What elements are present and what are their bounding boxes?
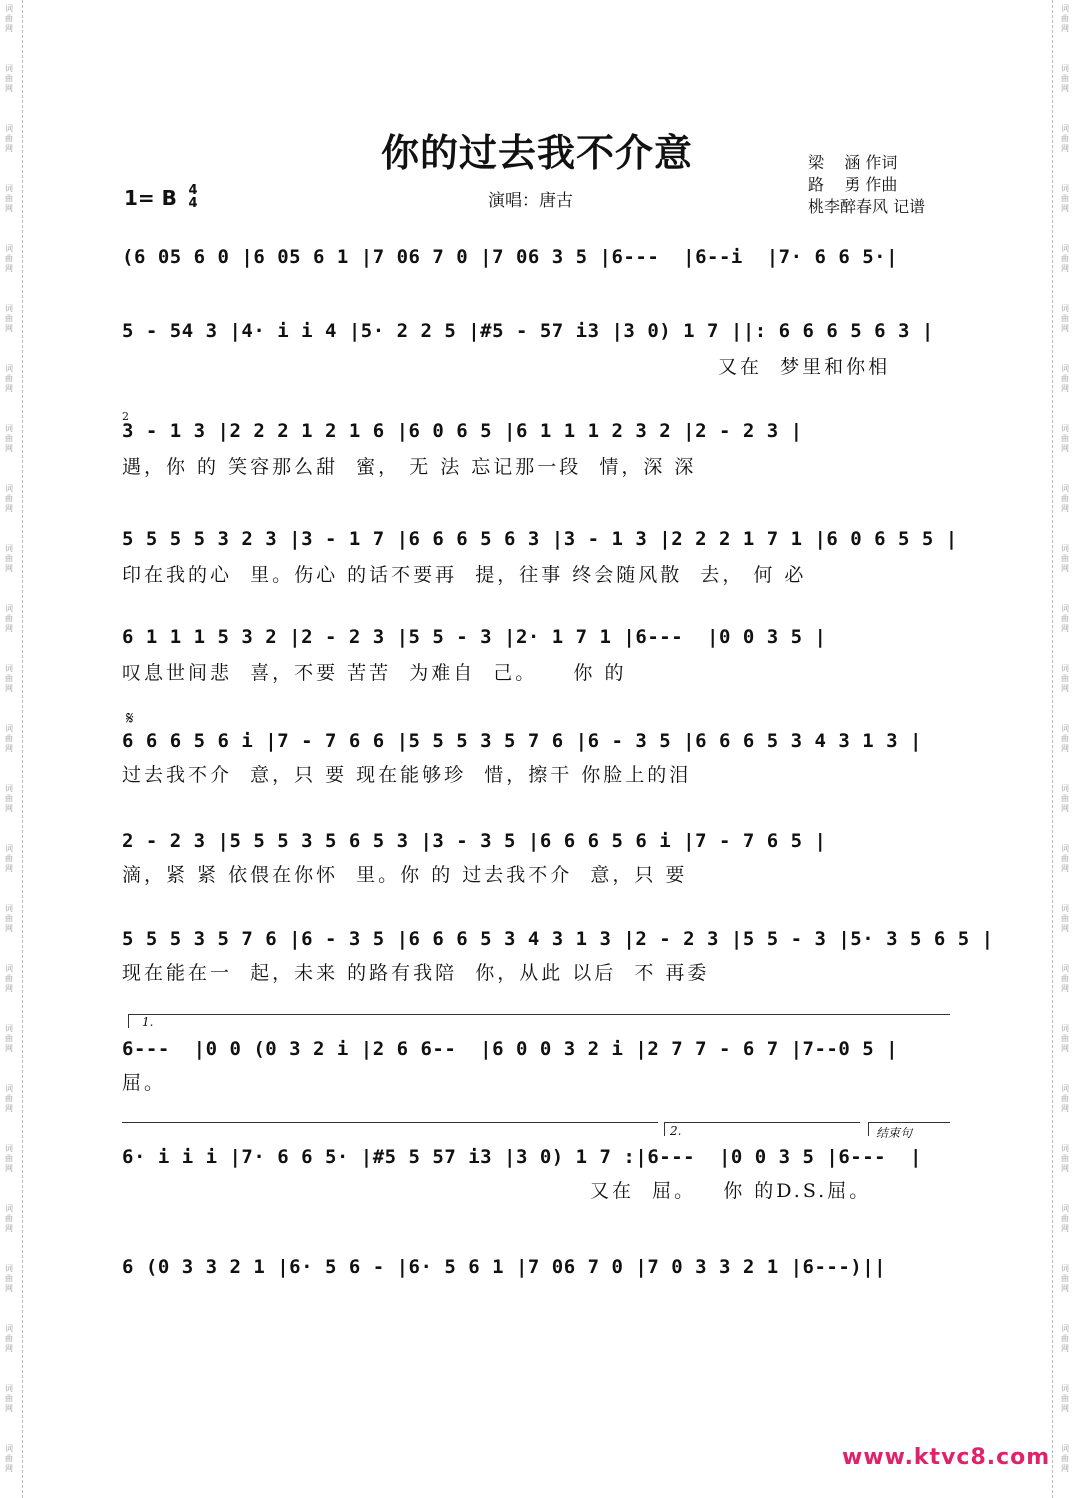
watermark-mark: 词 曲 网: [1061, 964, 1069, 993]
watermark-mark: 词 曲 网: [5, 484, 13, 513]
score-line-10: 6· i i i |7· 6 6 5· |#5 5 57 i3 |3 0) 1 7 :|6--- |0 0 3 5 |6--- |: [122, 1146, 922, 1168]
score-line-2: 5 - 54 3 |4· i i 4 |5· 2 2 5 |#5 - 57 i3 |3 0) 1 7 ||: 6 6 6 5 6 3 |: [122, 320, 934, 342]
score-line-4: 5 5 5 5 3 2 3 |3 - 1 7 |6 6 6 5 6 3 |3 - 1 3 |2 2 2 1 7 1 |6 0 6 5 5 |: [122, 528, 958, 550]
watermark-mark: 词 曲 网: [1061, 304, 1069, 333]
watermark-mark: 词 曲 网: [5, 1084, 13, 1113]
watermark-mark: 词 曲 网: [5, 904, 13, 933]
ending-bracket-edge: [868, 1122, 869, 1136]
watermark-mark: 词 曲 网: [5, 1444, 13, 1473]
watermark-mark: 词 曲 网: [1061, 1084, 1069, 1113]
lyric-line-7: 现在能在一 起，未来 的路有我陪 你，从此 以后 不 再委: [122, 962, 710, 984]
score-line-6: 6 6 6 5 6 i |7 - 7 6 6 |5 5 5 3 5 7 6 |6 - 3 5 |6 6 6 5 3 4 3 1 3 |: [122, 730, 922, 752]
lyric-line-9: 又在 屈。 你 的D.S.屈。: [590, 1180, 872, 1202]
segno-sign: 𝄋: [126, 708, 134, 729]
score-line-1: (6 05 6 0 |6 05 6 1 |7 06 7 0 |7 06 3 5 |6--- |6--i |7· 6 6 5·|: [122, 246, 899, 268]
watermark-mark: 词 曲 网: [1061, 184, 1069, 213]
score-line-3: 3 - 1 3 |2 2 2 1 2 1 6 |6 0 6 5 |6 1 1 1 2 3 2 |2 - 2 3 |: [122, 420, 803, 442]
watermark-mark: 词 曲 网: [1061, 124, 1069, 153]
right-dashed-border: [1052, 0, 1053, 1498]
watermark-mark: 词 曲 网: [5, 604, 13, 633]
watermark-mark: 词 曲 网: [1061, 424, 1069, 453]
lyric-line-8: 屈。: [122, 1072, 167, 1094]
watermark-mark: 词 曲 网: [1061, 544, 1069, 573]
watermark-mark: 词 曲 网: [5, 664, 13, 693]
lyric-line-3: 印在我的心 里。伤心 的话不要再 提，往事 终会随风散 去， 何 必: [122, 564, 807, 586]
watermark-mark: 词 曲 网: [1061, 1384, 1069, 1413]
lyric-line-6: 滴，紧 紧 依偎在你怀 里。你 的 过去我不介 意，只 要: [122, 864, 688, 886]
time-signature-top: 4: [188, 183, 198, 198]
lyric-line-2: 遇，你 的 笑容那么甜 蜜， 无 法 忘记那一段 情，深 深: [122, 456, 697, 478]
watermark-mark: 词 曲 网: [5, 304, 13, 333]
ending-label: 结束句: [876, 1126, 913, 1140]
time-signature-bottom: 4: [188, 196, 198, 211]
watermark-mark: 词 曲 网: [5, 1204, 13, 1233]
repeat-bracket: [122, 1122, 658, 1123]
key-signature: 1= B: [124, 186, 177, 210]
lyric-line-4: 叹息世间悲 喜，不要 苦苦 为难自 己。 你 的: [122, 662, 627, 684]
score-line-9: 6--- |0 0 (0 3 2 i |2 6 6-- |6 0 0 3 2 i |2 7 7 - 6 7 |7--0 5 |: [122, 1038, 899, 1060]
singer-credit: 演唱：唐古: [488, 191, 573, 211]
watermark-mark: 词 曲 网: [1061, 724, 1069, 753]
watermark-mark: 词 曲 网: [1061, 1264, 1069, 1293]
song-title: 你的过去我不介意: [380, 130, 693, 175]
volta-2-bracket-edge: [664, 1122, 665, 1136]
watermark-mark: 词 曲 网: [1061, 244, 1069, 273]
watermark-mark: 词 曲 网: [5, 1024, 13, 1053]
grace-note-mark: 2: [122, 410, 129, 423]
watermark-mark: 词 曲 网: [5, 1144, 13, 1173]
volta-1-bracket: [128, 1014, 950, 1015]
watermark-mark: 词 曲 网: [1061, 1024, 1069, 1053]
website-footer: www.ktvc8.com: [842, 1445, 1051, 1470]
score-line-8: 5 5 5 3 5 7 6 |6 - 3 5 |6 6 6 5 3 4 3 1 3 |2 - 2 3 |5 5 - 3 |5· 3 5 6 5 |: [122, 928, 994, 950]
watermark-mark: 词 曲 网: [5, 1384, 13, 1413]
watermark-mark: 词 曲 网: [5, 724, 13, 753]
score-line-5: 6 1 1 1 5 3 2 |2 - 2 3 |5 5 - 3 |2· 1 7 1 |6--- |0 0 3 5 |: [122, 626, 827, 648]
watermark-mark: 词 曲 网: [1061, 1204, 1069, 1233]
watermark-mark: 词 曲 网: [1061, 1444, 1069, 1473]
score-line-11: 6 (0 3 3 2 1 |6· 5 6 - |6· 5 6 1 |7 06 7 0 |7 0 3 3 2 1 |6---)||: [122, 1256, 887, 1278]
watermark-mark: 词 曲 网: [1061, 1144, 1069, 1173]
watermark-mark: 词 曲 网: [1061, 904, 1069, 933]
watermark-mark: 词 曲 网: [1061, 484, 1069, 513]
score-line-7: 2 - 2 3 |5 5 5 3 5 6 5 3 |3 - 3 5 |6 6 6 5 6 i |7 - 7 6 5 |: [122, 830, 827, 852]
watermark-mark: 词 曲 网: [5, 184, 13, 213]
transcriber-credit: 桃李醉春风 记谱: [808, 197, 926, 216]
left-dashed-border: [22, 0, 23, 1498]
time-signature: [186, 184, 200, 210]
watermark-mark: 词 曲 网: [5, 844, 13, 873]
watermark-mark: 词 曲 网: [5, 4, 13, 33]
watermark-mark: 词 曲 网: [1061, 364, 1069, 393]
watermark-mark: 词 曲 网: [5, 364, 13, 393]
watermark-mark: 词 曲 网: [5, 544, 13, 573]
watermark-mark: 词 曲 网: [1061, 664, 1069, 693]
lyricist-credit: 梁 涵 作词: [808, 153, 898, 172]
watermark-mark: 词 曲 网: [5, 64, 13, 93]
watermark-mark: 词 曲 网: [5, 244, 13, 273]
watermark-mark: 词 曲 网: [1061, 1324, 1069, 1353]
watermark-mark: 词 曲 网: [1061, 604, 1069, 633]
composer-credit: 路 勇 作曲: [808, 175, 898, 194]
volta-2-bracket: [664, 1122, 860, 1123]
watermark-mark: 词 曲 网: [5, 784, 13, 813]
watermark-mark: 词 曲 网: [1061, 64, 1069, 93]
watermark-mark: 词 曲 网: [1061, 784, 1069, 813]
volta-1-bracket-edge: [128, 1014, 129, 1028]
lyric-line-5: 过去我不介 意，只 要 现在能够珍 惜，擦干 你脸上的泪: [122, 764, 692, 786]
lyric-line-1: 又在 梦里和你相: [718, 356, 891, 378]
watermark-mark: 词 曲 网: [1061, 4, 1069, 33]
watermark-mark: 词 曲 网: [5, 1264, 13, 1293]
volta-2-label: 2.: [670, 1124, 682, 1138]
ending-bracket: [868, 1122, 950, 1123]
watermark-mark: 词 曲 网: [5, 424, 13, 453]
watermark-mark: 词 曲 网: [1061, 844, 1069, 873]
volta-1-label: 1.: [142, 1015, 154, 1029]
watermark-mark: 词 曲 网: [5, 964, 13, 993]
watermark-mark: 词 曲 网: [5, 124, 13, 153]
credits-block: [808, 152, 925, 218]
watermark-mark: 词 曲 网: [5, 1324, 13, 1353]
